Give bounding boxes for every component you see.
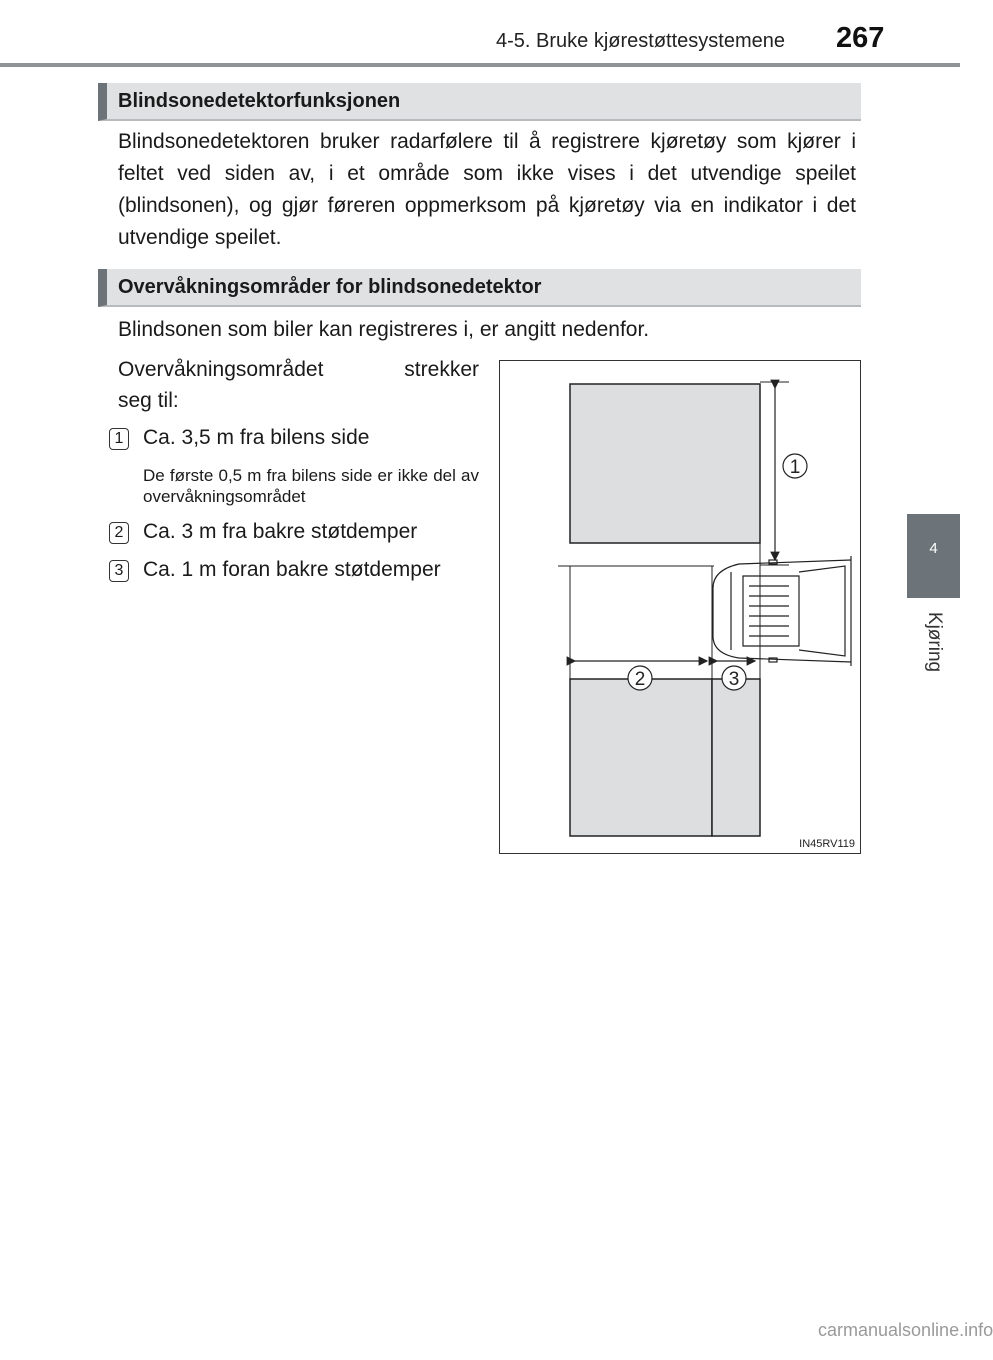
list-item: Ca. 1 m foran bakre støtdemper [143, 558, 441, 581]
diagram-svg [499, 360, 861, 854]
chapter-tab-label: Kjøring [924, 611, 945, 673]
extends-line-2: seg til: [118, 389, 179, 412]
item-number-badge: 3 [109, 560, 129, 582]
callout-label: 2 [634, 669, 646, 690]
list-item: Ca. 3 m fra bakre støtdemper [143, 520, 418, 543]
side-detection-zone [570, 384, 760, 543]
section-heading: Blindsonedetektorfunksjonen [118, 90, 401, 112]
extends-line-1: Overvåkningsområdet strekker [118, 358, 479, 381]
list-item: Ca. 3,5 m fra bilens side [143, 426, 370, 449]
section-heading-bar [98, 83, 861, 121]
callout-2 [628, 666, 652, 690]
header-divider [0, 63, 960, 67]
watermark: carmanualsonline.info [818, 1320, 993, 1340]
figure-code: IN45RV119 [799, 838, 855, 850]
section-heading: Overvåkningsområder for blindsonedetektor [118, 276, 542, 298]
chapter-tab-number: 4 [929, 540, 938, 557]
forward-detection-zone [712, 679, 760, 836]
running-header: 4-5. Bruke kjørestøttesystemene [496, 30, 785, 52]
section-heading-bar [98, 269, 861, 307]
item-number-badge: 2 [109, 522, 129, 544]
list-item-note: De første 0,5 m fra bilens side er ikke del av overvåkningsområdet [143, 466, 479, 506]
blind-spot-diagram [499, 360, 861, 854]
page-number: 267 [836, 22, 885, 54]
section-intro: Blindsonen som biler kan registreres i, er angitt nedenfor. [118, 318, 650, 341]
rear-detection-zone [570, 679, 712, 836]
callout-label: 3 [728, 669, 740, 690]
callout-1 [783, 454, 807, 478]
section-body: Blindsonedetektoren bruker radarfølere til å registrere kjøretøy som kjører i feltet ved siden av, i et område som ikke vises i det utvendige speilet (blindsonen), og gjør føreren oppmerksom på kjøretøy via en indikator i det utvendige speilet. [118, 130, 856, 249]
item-number-badge: 1 [109, 428, 129, 450]
callout-3 [722, 666, 746, 690]
callout-label: 1 [789, 457, 801, 478]
